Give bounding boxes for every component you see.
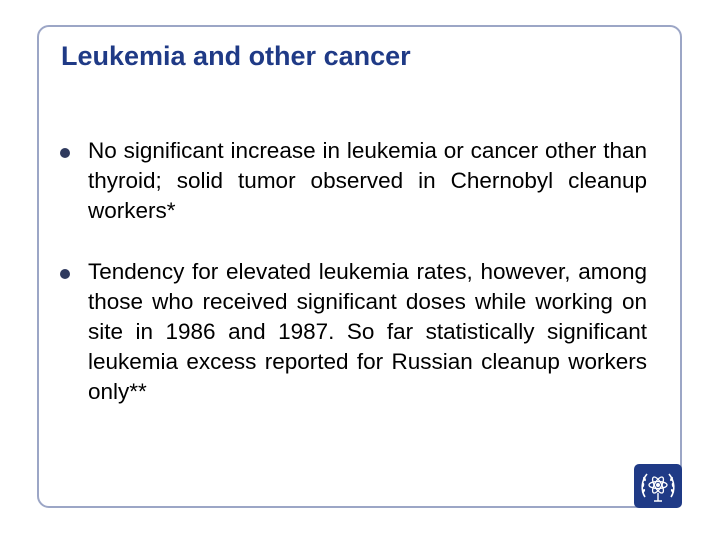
atom-olive-wreath-emblem-icon <box>633 463 683 509</box>
bullet-item <box>60 136 647 226</box>
bullet-dot-icon <box>60 269 70 279</box>
slide-title: Leukemia and other cancer <box>61 41 411 71</box>
bullet-text: No significant increase in leukemia or cancer other than thyroid; solid tumor observed in Chernobyl cleanup workers* <box>88 138 647 223</box>
bullet-text: Tendency for elevated leukemia rates, however, among those who received significant doses while working on site in 1986 and 1987. So far statistically significant leukemia excess reported for Russian cleanup workers only** <box>88 259 647 404</box>
bullet-dot-icon <box>60 148 70 158</box>
bullet-item <box>60 257 647 407</box>
bullet-list <box>60 136 647 438</box>
